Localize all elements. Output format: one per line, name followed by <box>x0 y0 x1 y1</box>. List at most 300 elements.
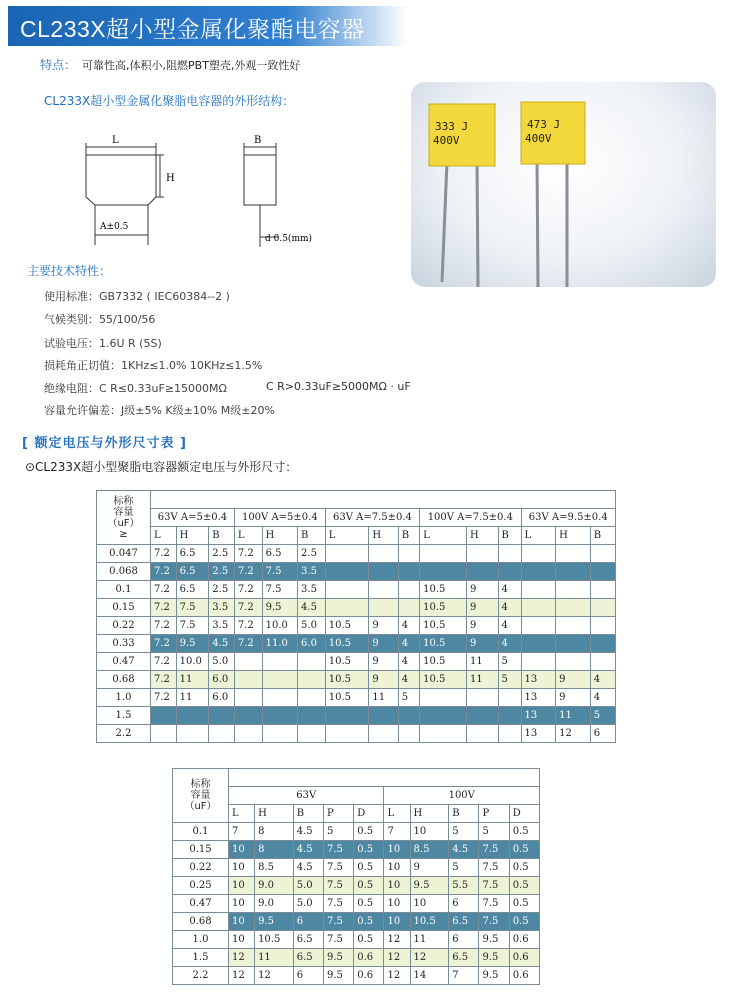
value-cell: 4 <box>398 617 419 635</box>
value-cell: 12 <box>229 949 255 967</box>
tech-title: 主要技术特性： <box>27 264 112 278</box>
value-cell: 10.5 <box>325 653 369 671</box>
value-cell: 4 <box>498 617 521 635</box>
value-cell: 11 <box>176 671 209 689</box>
value-cell: 7.5 <box>479 877 509 895</box>
value-cell: 6.0 <box>209 689 235 707</box>
value-cell <box>556 617 591 635</box>
value-cell <box>590 653 615 671</box>
spec-row <box>44 335 162 351</box>
value-cell: 11 <box>466 671 498 689</box>
value-cell: 5 <box>498 671 521 689</box>
value-cell: 4 <box>590 689 615 707</box>
dim-header: D <box>509 805 539 823</box>
value-cell: 10.5 <box>420 617 467 635</box>
value-cell: 10.5 <box>420 653 467 671</box>
value-cell: 9.0 <box>255 877 294 895</box>
value-cell: 2.5 <box>209 581 235 599</box>
value-cell: 7.2 <box>234 545 262 563</box>
value-cell <box>262 707 297 725</box>
value-cell <box>262 725 297 743</box>
value-cell <box>420 545 467 563</box>
capacity-cell: 0.68 <box>97 671 151 689</box>
value-cell: 5 <box>449 859 479 877</box>
value-cell: 10.5 <box>255 931 294 949</box>
value-cell: 12 <box>410 949 449 967</box>
value-cell: 5.0 <box>293 877 323 895</box>
value-cell <box>234 671 262 689</box>
value-cell: 0.5 <box>509 913 539 931</box>
value-cell: 11 <box>176 689 209 707</box>
value-cell: 12 <box>384 931 410 949</box>
table-row <box>173 859 540 877</box>
cap1-code: 333 J <box>435 120 469 133</box>
value-cell <box>521 617 556 635</box>
value-cell: 7.5 <box>262 581 297 599</box>
value-cell <box>590 617 615 635</box>
dim-header: H <box>369 527 398 545</box>
dim-header: B <box>398 527 419 545</box>
spec-row <box>44 288 230 304</box>
value-cell: 0.6 <box>354 949 384 967</box>
value-cell: 7 <box>449 967 479 985</box>
value-cell: 4.5 <box>293 841 323 859</box>
value-cell: 9.5 <box>176 635 209 653</box>
value-cell <box>556 635 591 653</box>
spec-value: C R≤0.33uF≥15000MΩ <box>99 382 227 395</box>
value-cell <box>556 653 591 671</box>
value-cell: 9 <box>369 671 398 689</box>
value-cell: 9 <box>369 653 398 671</box>
spec-value: 55/100/56 <box>99 313 156 326</box>
value-cell: 7.2 <box>151 599 177 617</box>
spec-key: 容量允许偏差： <box>44 404 121 417</box>
value-cell: 0.6 <box>509 967 539 985</box>
capacity-cell: 0.1 <box>97 581 151 599</box>
value-cell: 9 <box>466 581 498 599</box>
capacity-cell: 0.68 <box>173 913 229 931</box>
value-cell: 7.2 <box>234 581 262 599</box>
value-cell <box>521 563 556 581</box>
value-cell <box>298 707 326 725</box>
value-cell <box>498 689 521 707</box>
value-cell: 7.2 <box>151 671 177 689</box>
value-cell <box>590 581 615 599</box>
value-cell: 9.5 <box>479 931 509 949</box>
dim-A: A±0.5 <box>100 222 129 232</box>
header-row <box>173 769 540 787</box>
value-cell: 5 <box>323 823 353 841</box>
capacity-cell: 0.15 <box>173 841 229 859</box>
value-cell <box>262 689 297 707</box>
value-cell <box>234 707 262 725</box>
value-cell <box>151 725 177 743</box>
dim-header: H <box>262 527 297 545</box>
value-cell: 9 <box>410 859 449 877</box>
value-cell <box>325 545 369 563</box>
value-cell: 5 <box>479 823 509 841</box>
page-title: CL233X超小型金属化聚酯电容器 <box>20 16 365 42</box>
value-cell: 5.0 <box>209 653 235 671</box>
value-cell: 0.5 <box>354 895 384 913</box>
table-row <box>173 841 540 859</box>
value-cell: 6.5 <box>449 949 479 967</box>
value-cell <box>590 545 615 563</box>
group-row <box>173 787 540 805</box>
value-cell: 11 <box>556 707 591 725</box>
value-cell <box>209 707 235 725</box>
value-cell <box>521 581 556 599</box>
value-cell <box>298 653 326 671</box>
value-cell: 3.5 <box>298 563 326 581</box>
value-cell: 11 <box>466 653 498 671</box>
value-cell: 9.5 <box>323 967 353 985</box>
value-cell <box>262 671 297 689</box>
table-row <box>173 967 540 985</box>
spec-key: 损耗角正切值： <box>44 359 121 372</box>
value-cell: 6.0 <box>209 671 235 689</box>
value-cell <box>498 725 521 743</box>
value-cell: 12 <box>556 725 591 743</box>
cap1-voltage: 400V <box>433 134 460 147</box>
value-cell: 10.5 <box>410 913 449 931</box>
dim-header: B <box>449 805 479 823</box>
value-cell: 9.5 <box>255 913 294 931</box>
value-cell: 0.5 <box>354 931 384 949</box>
value-cell: 4 <box>498 635 521 653</box>
value-cell <box>298 689 326 707</box>
rating-table-2 <box>172 768 540 985</box>
cap2-voltage: 400V <box>525 132 552 145</box>
value-cell: 5.0 <box>298 617 326 635</box>
sub-row <box>173 805 540 823</box>
model-header: CL233X型： <box>151 491 616 509</box>
value-cell <box>521 545 556 563</box>
value-cell: 9 <box>466 617 498 635</box>
value-cell: 5 <box>590 707 615 725</box>
value-cell: 6.5 <box>176 581 209 599</box>
value-cell <box>398 581 419 599</box>
value-cell <box>369 563 398 581</box>
value-cell <box>466 689 498 707</box>
value-cell: 12 <box>229 967 255 985</box>
value-cell: 7.5 <box>323 931 353 949</box>
value-cell <box>521 599 556 617</box>
capacity-cell: 2.2 <box>97 725 151 743</box>
value-cell: 0.5 <box>509 877 539 895</box>
header-row <box>97 491 616 509</box>
value-cell <box>521 653 556 671</box>
value-cell: 2.5 <box>298 545 326 563</box>
value-cell: 8 <box>255 823 294 841</box>
value-cell <box>556 599 591 617</box>
value-cell: 0.5 <box>509 823 539 841</box>
table-row <box>173 913 540 931</box>
table-row <box>173 895 540 913</box>
spec-key: 气候类别： <box>44 313 99 326</box>
value-cell: 4 <box>498 599 521 617</box>
capacity-cell: 0.33 <box>97 635 151 653</box>
value-cell <box>234 725 262 743</box>
value-cell: 12 <box>384 967 410 985</box>
dim-header: L <box>234 527 262 545</box>
capacity-header: 标称 容量 （uF） ≥ <box>97 491 151 545</box>
value-cell: 10 <box>384 859 410 877</box>
group-header: 100V A=7.5±0.4 <box>420 509 521 527</box>
value-cell: 10.5 <box>325 671 369 689</box>
capacity-cell: 0.1 <box>173 823 229 841</box>
value-cell: 7.2 <box>234 563 262 581</box>
dim-header: B <box>293 805 323 823</box>
value-cell: 4 <box>498 581 521 599</box>
value-cell: 2.5 <box>209 545 235 563</box>
dim-d: d 0.5(mm) <box>265 234 313 244</box>
dim-header: H <box>176 527 209 545</box>
value-cell: 3.5 <box>209 599 235 617</box>
table-row <box>173 949 540 967</box>
capacity-cell: 1.0 <box>97 689 151 707</box>
value-cell <box>369 725 398 743</box>
capacity-cell: 2.2 <box>173 967 229 985</box>
value-cell: 10 <box>384 895 410 913</box>
value-cell: 11 <box>410 931 449 949</box>
value-cell: 9 <box>466 635 498 653</box>
value-cell: 11.0 <box>262 635 297 653</box>
value-cell <box>466 545 498 563</box>
value-cell: 4.5 <box>449 841 479 859</box>
value-cell: 9.5 <box>262 599 297 617</box>
value-cell: 10 <box>229 913 255 931</box>
value-cell <box>369 545 398 563</box>
spec-value: J级±5% K级±10% M级±20% <box>121 404 275 417</box>
table-row <box>173 931 540 949</box>
value-cell: 7.2 <box>151 581 177 599</box>
capacity-cell: 0.47 <box>173 895 229 913</box>
value-cell: 3.5 <box>298 581 326 599</box>
features-text: 可靠性高,体积小,阻燃PBT塑壳,外观一致性好 <box>82 59 301 72</box>
value-cell <box>420 725 467 743</box>
value-cell: 13 <box>521 725 556 743</box>
value-cell: 4 <box>398 635 419 653</box>
value-cell: 12 <box>384 949 410 967</box>
value-cell: 7.5 <box>479 913 509 931</box>
spec-key: 使用标准： <box>44 290 99 303</box>
capacity-cell: 0.22 <box>173 859 229 877</box>
value-cell <box>209 725 235 743</box>
value-cell <box>398 707 419 725</box>
value-cell: 0.6 <box>509 949 539 967</box>
value-cell: 7.2 <box>151 635 177 653</box>
dim-header: H <box>255 805 294 823</box>
dim-header: P <box>479 805 509 823</box>
value-cell: 7.2 <box>151 617 177 635</box>
value-cell: 10 <box>410 823 449 841</box>
value-cell: 4 <box>398 671 419 689</box>
value-cell: 0.5 <box>354 877 384 895</box>
value-cell <box>556 581 591 599</box>
value-cell <box>325 581 369 599</box>
value-cell: 6.5 <box>262 545 297 563</box>
value-cell: 9.0 <box>255 895 294 913</box>
group-header: 63V A=7.5±0.4 <box>325 509 419 527</box>
value-cell <box>556 545 591 563</box>
value-cell: 6.5 <box>176 563 209 581</box>
value-cell: 4 <box>398 653 419 671</box>
value-cell: 7.5 <box>323 913 353 931</box>
value-cell <box>590 563 615 581</box>
capacity-cell: 0.22 <box>97 617 151 635</box>
group-header: 100V <box>384 787 540 805</box>
value-cell: 11 <box>255 949 294 967</box>
value-cell: 7.2 <box>151 563 177 581</box>
table-row <box>97 581 616 599</box>
value-cell: 4.5 <box>298 599 326 617</box>
value-cell <box>369 707 398 725</box>
table-row <box>97 599 616 617</box>
value-cell: 12 <box>255 967 294 985</box>
value-cell <box>498 563 521 581</box>
group-header: 63V A=5±0.4 <box>151 509 235 527</box>
value-cell <box>298 725 326 743</box>
value-cell: 10.5 <box>420 635 467 653</box>
dim-header: L <box>420 527 467 545</box>
value-cell: 8 <box>255 841 294 859</box>
dim-header: B <box>498 527 521 545</box>
value-cell: 13 <box>521 707 556 725</box>
value-cell <box>498 707 521 725</box>
spec-key: 绝缘电阻： <box>44 382 99 395</box>
value-cell <box>420 689 467 707</box>
value-cell: 7.5 <box>262 563 297 581</box>
value-cell <box>176 725 209 743</box>
table-row <box>97 671 616 689</box>
capacity-cell: 0.47 <box>97 653 151 671</box>
outline-diagram <box>60 125 360 255</box>
dim-header: L <box>229 805 255 823</box>
dim-header: B <box>209 527 235 545</box>
spec-key: 试验电压： <box>44 337 99 350</box>
value-cell: 7.2 <box>234 599 262 617</box>
value-cell: 13 <box>521 671 556 689</box>
value-cell <box>498 545 521 563</box>
dim-header: L <box>325 527 369 545</box>
group-header: 100V A=5±0.4 <box>234 509 325 527</box>
value-cell <box>556 563 591 581</box>
value-cell: 10 <box>384 877 410 895</box>
value-cell: 10 <box>384 913 410 931</box>
value-cell: 8.5 <box>255 859 294 877</box>
value-cell <box>298 671 326 689</box>
value-cell: 7.5 <box>323 859 353 877</box>
value-cell: 6.5 <box>176 545 209 563</box>
value-cell: 7.5 <box>479 859 509 877</box>
dim-header: D <box>354 805 384 823</box>
value-cell: 7.5 <box>323 841 353 859</box>
capacity-cell: 1.0 <box>173 931 229 949</box>
table-row <box>97 707 616 725</box>
value-cell: 10.0 <box>262 617 297 635</box>
value-cell <box>398 563 419 581</box>
value-cell: 10 <box>229 931 255 949</box>
value-cell <box>420 563 467 581</box>
value-cell: 9.5 <box>410 877 449 895</box>
capacity-cell: 0.15 <box>97 599 151 617</box>
dim-header: P <box>323 805 353 823</box>
value-cell <box>369 599 398 617</box>
title-banner <box>8 6 408 46</box>
capacity-cell: 1.5 <box>173 949 229 967</box>
value-cell: 13 <box>521 689 556 707</box>
value-cell <box>420 707 467 725</box>
value-cell: 14 <box>410 967 449 985</box>
table-row <box>97 725 616 743</box>
dim-header: L <box>521 527 556 545</box>
value-cell: 0.5 <box>509 895 539 913</box>
value-cell <box>590 599 615 617</box>
dim-header: L <box>151 527 177 545</box>
value-cell: 6 <box>449 931 479 949</box>
value-cell: 7.5 <box>323 895 353 913</box>
value-cell: 0.5 <box>509 859 539 877</box>
value-cell: 7 <box>384 823 410 841</box>
value-cell: 7.5 <box>479 895 509 913</box>
value-cell: 6.5 <box>293 931 323 949</box>
value-cell: 0.5 <box>354 841 384 859</box>
value-cell: 4.5 <box>293 823 323 841</box>
value-cell: 9 <box>369 635 398 653</box>
value-cell: 4.5 <box>209 635 235 653</box>
value-cell <box>176 707 209 725</box>
value-cell: 6 <box>293 913 323 931</box>
spec-value-2: C R>0.33uF≥5000MΩ · uF <box>266 380 411 393</box>
dim-header: H <box>466 527 498 545</box>
cap2-code: 473 J <box>527 118 561 131</box>
value-cell: 7.2 <box>151 689 177 707</box>
value-cell: 0.5 <box>509 841 539 859</box>
capacity-cell: 0.047 <box>97 545 151 563</box>
value-cell <box>521 635 556 653</box>
value-cell: 0.5 <box>354 859 384 877</box>
capacity-cell: 0.068 <box>97 563 151 581</box>
section-heading: [ 额定电压与外形尺寸表 ] <box>22 436 187 451</box>
dim-H: H <box>166 173 175 184</box>
spec-value: 1.6U R (5S) <box>99 337 162 350</box>
capacity-cell: 1.5 <box>97 707 151 725</box>
value-cell: 7.2 <box>151 653 177 671</box>
value-cell: 10.5 <box>420 599 467 617</box>
table-row <box>173 823 540 841</box>
value-cell: 7.5 <box>479 841 509 859</box>
value-cell: 2.5 <box>209 563 235 581</box>
value-cell <box>590 635 615 653</box>
value-cell: 7.2 <box>234 617 262 635</box>
value-cell: 6 <box>449 895 479 913</box>
value-cell: 9 <box>556 689 591 707</box>
spec-row <box>44 357 262 373</box>
value-cell: 11 <box>369 689 398 707</box>
value-cell: 7.2 <box>151 545 177 563</box>
value-cell: 0.6 <box>509 931 539 949</box>
features-line <box>40 56 300 73</box>
value-cell: 5.0 <box>293 895 323 913</box>
dim-B: B <box>254 135 262 146</box>
capacity-cell: 0.25 <box>173 877 229 895</box>
value-cell <box>234 653 262 671</box>
value-cell <box>325 563 369 581</box>
value-cell: 9 <box>466 599 498 617</box>
value-cell: 10.0 <box>176 653 209 671</box>
value-cell: 7.5 <box>176 599 209 617</box>
